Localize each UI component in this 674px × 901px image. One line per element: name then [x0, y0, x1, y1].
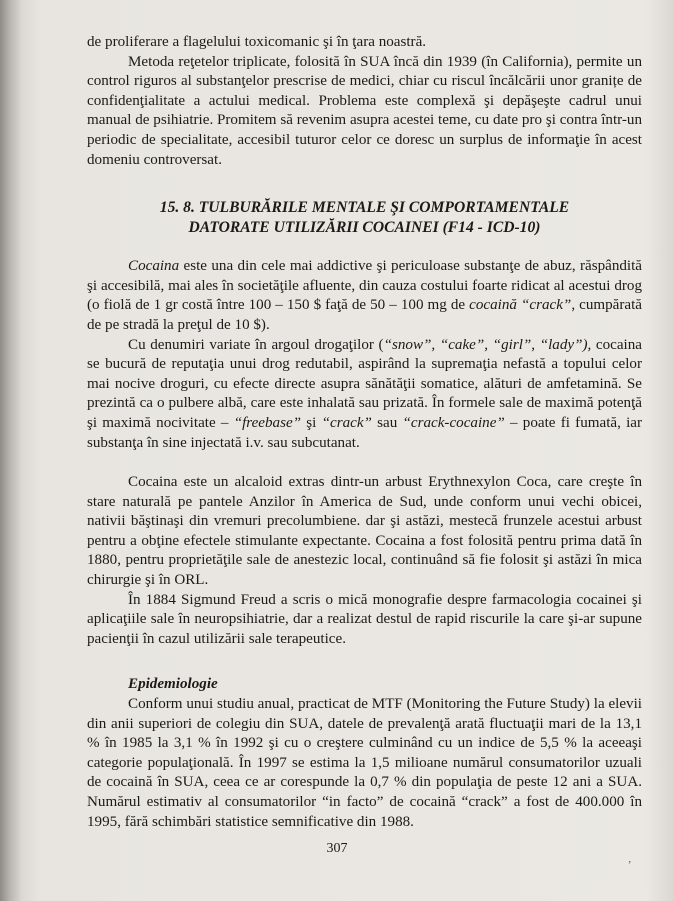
- term-crack-cocaine: “crack-cocaine”: [402, 414, 505, 431]
- text-run: cocaina se bucură de reputaţia unui drog redutabil, aspirând la supremaţia nefastă a topului celor mai nocive droguri, cu efecte directe asupra sănătăţii somatice, alături de amfetamină. Se prezintă ca o pulbere albă, care este inhalată sau prizată. În formele sale de maximă potenţă şi maximă nocivitate –: [87, 336, 642, 431]
- paragraph-cocaine-definition: [87, 257, 642, 335]
- section-heading-line-2: DATORATE UTILIZĂRII COCAINEI (F14 - ICD-10): [188, 219, 541, 237]
- term-freebase: “freebase”: [233, 414, 302, 431]
- text-run: şi: [301, 414, 322, 431]
- text-run: – poate fi fumată, iar substanţa în sine injectată i.v. sau subcutanat.: [87, 414, 643, 451]
- paragraph-slang-names: [87, 336, 642, 454]
- paragraph-alkaloid-origin: Cocaina este un alcaloid extras dintr-un arbust Erythnexylon Coca, care creşte în stare naturală pe pantele Anzilor în America de Sud, unde conform unui vechi obicei, nativii băştinaşi din vremuri precolumbiene. dar şi astăzi, mestecă frunzele acestui arbust pentru a obţine efectele stimulante expectante. Cocaina a fost folosită pentru prima dată în 1880, pentru proprietăţile sale de anestezic local, continuând să fie folosit şi astăzi în mica chirurgie şi în ORL.: [87, 474, 642, 589]
- section-heading-line-1: 15. 8. TULBURĂRILE MENTALE ŞI COMPORTAMENTALE: [159, 199, 570, 217]
- text-run: este una din cele mai addictive şi periculoase substanţe de abuz, răspândită şi accesibilă, mai ales în societăţile afluente, din cauza costului foarte ridicat al acestui drog (o fiolă de 1 gr costă între 100 – 150 $ faţă de 50 – 100 mg de: [87, 258, 642, 314]
- text-body: [87, 33, 642, 832]
- paragraph-triplicate-prescriptions: Metoda reţetelor triplicate, folosită în SUA încă din 1939 (în California), permite un control riguros al substanţelor prescrise de medici, chiar cu riscul încălcării unor granițe de confidenţialitate a actului medical. Problema este complexă şi depăşeşte cadrul unui manual de psihiatrie. Promitem să revenim asupra acestei teme, cu date pro şi contra într-un periodic de specialitate, accesibil tuturor celor ce doresc un surplus de informaţie în acest domeniu controversat.: [87, 53, 642, 168]
- text-run: sau: [371, 414, 403, 431]
- slang-terms: “snow”, “cake”, “girl”, “lady”),: [383, 336, 592, 353]
- epidemiology-title: [87, 675, 642, 695]
- epidemiology-title-text: Epidemiologie: [128, 676, 218, 693]
- term-cocaina: Cocaina: [128, 258, 180, 275]
- paragraph-intro-end: de proliferare a flagelului toxicomanic şi în ţara noastră.: [87, 34, 427, 50]
- section-heading: [87, 198, 642, 238]
- term-crack: “crack”: [321, 414, 372, 431]
- paragraph-freud: În 1884 Sigmund Freud a scris o mică monografie despre farmacologia cocainei şi aplicaţiile sale în neuropsihiatrie, dar a realizat destul de rapid riscurile la care şi-ar supune pacienţii în cazul utilizării sale terapeutice.: [87, 591, 642, 647]
- paragraph-epidemiology: Conform unui studiu anual, practicat de MTF (Monitoring the Future Study) la elevii din anii superiori de colegiu din SUA, datele de prevalenţă arată fluctuaţii mari de la 13,1 % în 1985 la 3,1 % în 1992 şi cu o creştere culminând cu un indice de 5,5 % la aceeaşi categorie populaţională. În 1997 se estima la 1,5 milioane numărul consumatorilor uzuali de cocaină în SUA, ceea ce ar corespunde la 0,7 % din populaţia de peste 12 ani a SUA. Numărul estimativ al consumatorilor “in facto” de cocaină “crack” a fost de 400.000 în 1995, fără schimbări statistice semnificative din 1988.: [87, 696, 642, 830]
- page-number: 307: [326, 841, 348, 856]
- term-cocaina-crack: cocaină “crack”: [469, 297, 572, 314]
- text-run: Cu denumiri variate în argoul drogaţilor (: [128, 336, 384, 353]
- text-run: , cumpărată de pe stradă la preţul de 10 $).: [87, 297, 642, 333]
- page-edge-shadow: [646, 0, 674, 901]
- print-speck: ʼ: [628, 860, 632, 871]
